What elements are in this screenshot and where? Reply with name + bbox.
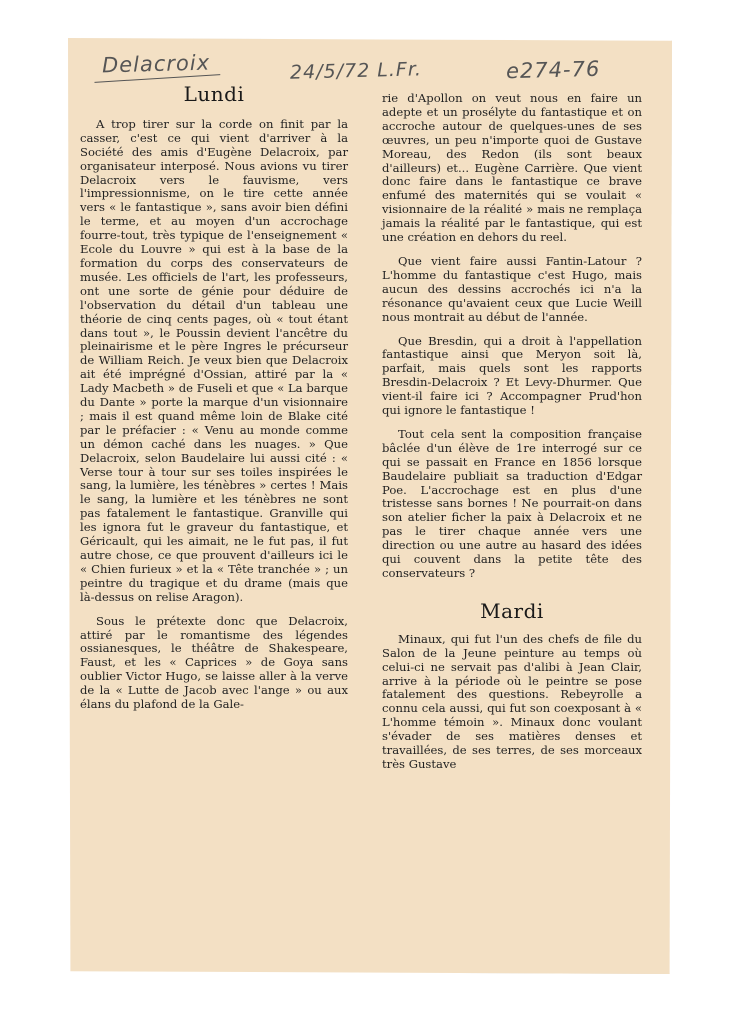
right-column	[382, 92, 642, 782]
paragraph: Que vient faire aussi Fantin-Latour ? L'homme du fantastique c'est Hugo, mais aucun des dessins accrochés ici n'a la résonance qu'avaient ceux que Lucie Weill nous montrait au début de l'année.	[382, 253, 642, 324]
paragraph: Tout cela sent la composition française bâclée d'un élève de 1re interrogé sur ce qui se passait en France en 1856 lorsque Baudelaire publiait sa traduction d'Edgar Poe. L'accrochage est en plus d'une tristesse sans bornes ! Ne pourrait-on dans son atelier ficher la paix à Delacroix et ne pas le tirer chaque année vers une direction ou une autre au hasard des idées qui couvent dans la petite tête des conservateurs ?	[382, 426, 642, 580]
heading-mardi: Mardi	[480, 598, 544, 623]
handwritten-author: Delacroix	[101, 50, 211, 78]
handwritten-date: 24/5/72 L.Fr.	[289, 58, 423, 84]
paragraph: A trop tirer sur la corde on finit par la casser, c'est ce qui vient d'arriver à la Société des amis d'Eugène Delacroix, par organisateur interposé. Nous avions vu tirer Delacroix vers le fauvisme, vers l'impressionnisme, on le tire cette année vers « le fantastique », sans avoir bien défini le terme, et au moyen d'un accrochage fourre-tout, très typique de l'enseignement « Ecole du Louvre » qui est à la base de la formation du corps des conservateurs de musée. Les officiels de l'art, les professeurs, ont une sorte de génie pour déduire de l'observation du détail d'un tableau une théorie de cinq cents pages, où « tout étant dans tout », le Poussin devient l'ancêtre du pleinairisme et le père Ingres le précurseur de William Reich. Je veux bien que Delacroix ait été imprégné d'Ossian, attiré par la « Lady Macbeth » de Fuseli et que « La barque du Dante » porte la marque d'un visionnaire ; mais il est quand même loin de Blake cité par le préfacier : « Venu au monde comme un démon caché dans les nuages. » Que Delacroix, selon Baudelaire lui aussi cité : « Verse tour à tour sur ses toiles inspirées le sang, la lumière, les ténèbres » certes ! Mais le sang, la lumière et les ténèbres ne sont pas fatalement le fantastique. Granville qui les ignora fut le graveur du fantastique, et Géricault, qui les aimait, ne le fut pas, il fut autre chose, ce que prouvent d'ailleurs ici le « Chien furieux » et la « Tête tranchée » ; un peintre du tragique et du drame (mais que là-dessus on relise Aragon).	[80, 116, 348, 604]
left-column	[80, 82, 348, 722]
paragraph: rie d'Apollon on veut nous en faire un adepte et un prosélyte du fantastique et on accroche autour de quelques-unes de ses œuvres, un peu n'importe quoi de Gustave Moreau, des Redon (ils sont beaux d'ailleurs) et... Eugène Carrière. Que vient donc faire dans le fantastique ce brave enfumé des maternités qui se voulait « visionnaire de la réalité » mais ne remplaça jamais la réalité par le fantastique, qui est une création en dehors du reel.	[382, 91, 642, 245]
heading-lundi: Lundi	[183, 82, 245, 106]
paragraph: Minaux, qui fut l'un des chefs de file du Salon de la Jeune peinture au temps où celui-ci ne servait pas d'alibi à Jean Clair, arrive à la période où le peintre se pose fatalement des questions. Rebeyrolle a connu cela aussi, qui fut son coexposant à « L'homme témoin ». Minaux donc voulant s'évader de ses matières denses et travaillées, de ses terres, de ses morceaux très Gustave	[382, 631, 642, 771]
paragraph: Que Bresdin, qui a droit à l'appellation fantastique ainsi que Meryon soit là, parfait, mais quels sont les rapports Bresdin-Delacroix ? Et Levy-Dhurmer. Que vient-il faire ici ? Accompagner Prud'hon qui ignore le fantastique !	[382, 333, 642, 418]
handwritten-reference: e274-76	[505, 56, 601, 84]
paragraph: Sous le prétexte donc que Delacroix, attiré par le romantisme des légendes ossianesques, le théâtre de Shakespeare, Faust, et les « Caprices » de Goya sans oublier Victor Hugo, se laisse aller à la verve de la « Lutte de Jacob avec l'ange » ou aux élans du plafond de la Gale-	[80, 613, 348, 712]
